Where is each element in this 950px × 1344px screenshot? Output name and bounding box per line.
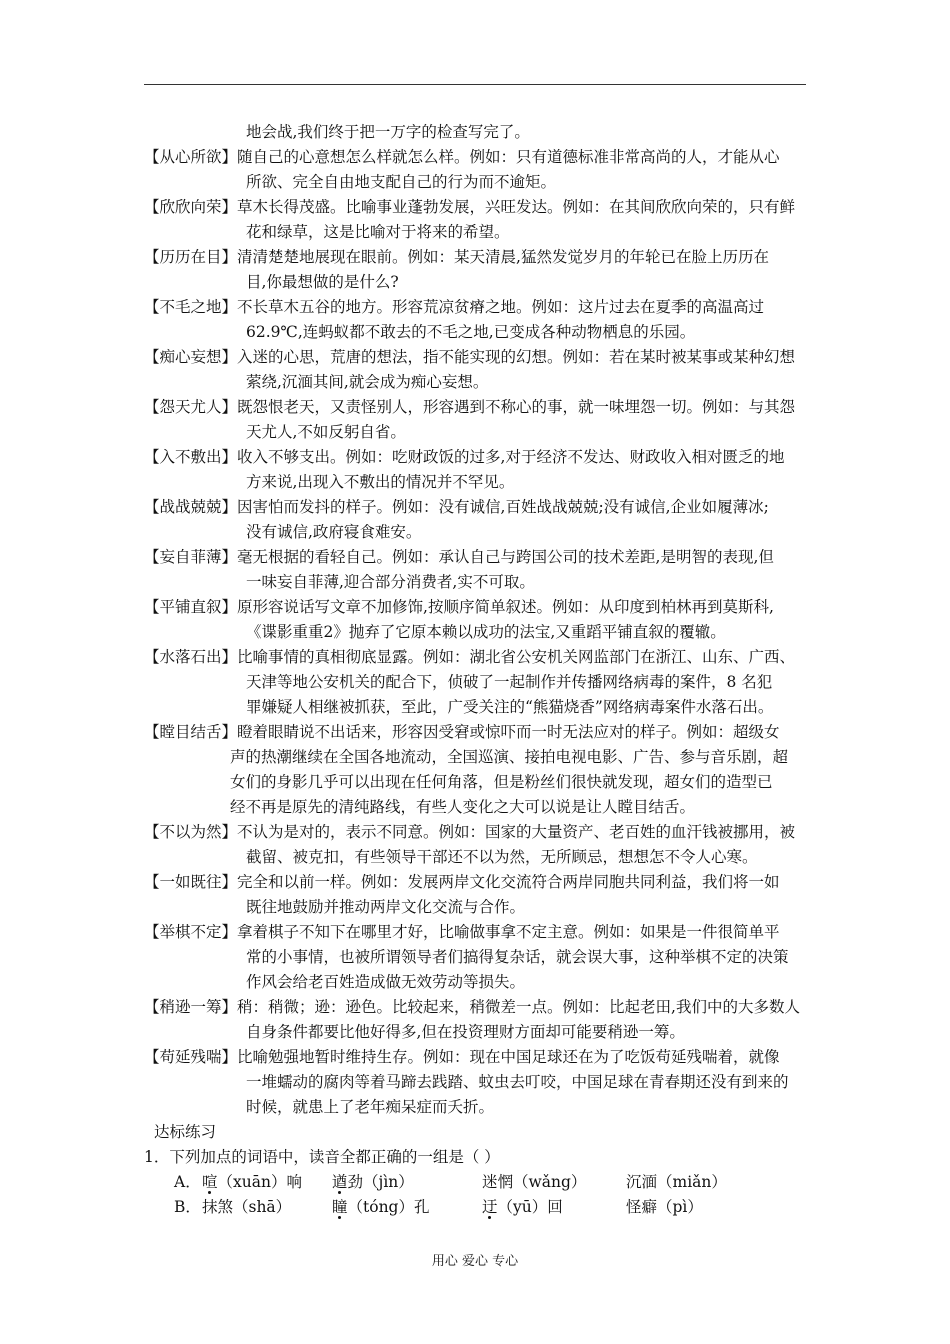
idiom-continuation-line: 目,你最想做的是什么? bbox=[246, 273, 399, 291]
option-word bbox=[202, 1195, 291, 1220]
option-word-text: 沉湎（miǎn） bbox=[626, 1173, 727, 1191]
idiom-entry bbox=[144, 870, 820, 920]
idiom-definition: 毫无根据的看轻自己。例如：承认自己与跨国公司的技术差距,是明智的表现,但 bbox=[237, 548, 774, 566]
idiom-first-line bbox=[144, 870, 820, 895]
idiom-term: 【水落石出】 bbox=[144, 648, 238, 666]
option-word-text: （xuān）响 bbox=[217, 1173, 302, 1191]
idiom-first-line bbox=[144, 720, 820, 745]
idiom-term: 【战战兢兢】 bbox=[144, 498, 238, 516]
idiom-term: 【痴心妄想】 bbox=[144, 348, 238, 366]
idiom-first-line bbox=[144, 495, 820, 520]
idiom-definition: 原形容说话写文章不加修饰,按顺序简单叙述。例如：从印度到柏林再到莫斯科, bbox=[237, 598, 774, 616]
dotted-character: 遒 bbox=[332, 1173, 348, 1191]
option-word bbox=[482, 1170, 586, 1195]
idiom-continuation-line: 方来说,出现入不敷出的情况并不罕见。 bbox=[246, 473, 515, 491]
idiom-entry bbox=[144, 145, 820, 195]
idiom-first-line bbox=[144, 995, 820, 1020]
option-word bbox=[332, 1170, 414, 1195]
answer-options bbox=[144, 1170, 820, 1220]
idiom-entry bbox=[144, 645, 820, 720]
idiom-term: 【稍逊一筹】 bbox=[144, 998, 238, 1016]
idiom-continuation-line: 花和绿草，这是比喻对于将来的希望。 bbox=[246, 223, 510, 241]
idiom-entry bbox=[144, 995, 820, 1045]
idiom-continuation-line: 女们的身影几乎可以出现在任何角落，但是粉丝们很快就发现，超女们的造型已 bbox=[230, 773, 773, 791]
idiom-first-line bbox=[144, 1045, 820, 1070]
idiom-entry bbox=[144, 195, 820, 245]
section-title: 达标练习 bbox=[154, 1123, 217, 1141]
idiom-definition: 比喻事情的真相彻底显露。例如：湖北省公安机关网监部门在浙江、山东、广西、 bbox=[237, 648, 796, 666]
idiom-definition: 瞪着眼睛说不出话来，形容因受窘或惊吓而一时无法应对的样子。例如：超级女 bbox=[237, 723, 780, 741]
idiom-continuation-line: 《谍影重重2》抛弃了它原本赖以成功的法宝,又重蹈平铺直叙的覆辙。 bbox=[246, 623, 726, 641]
idiom-entry bbox=[144, 545, 820, 595]
idiom-continuation-line: 时候，就患上了老年痴呆症而夭折。 bbox=[246, 1098, 495, 1116]
option-label: A． bbox=[174, 1173, 201, 1191]
option-row bbox=[144, 1195, 820, 1220]
idiom-definition: 拿着棋子不知下在哪里才好，比喻做事拿不定主意。例如：如果是一件很简单平 bbox=[237, 923, 780, 941]
option-word bbox=[202, 1170, 302, 1195]
option-word-text: 迷惘（wǎng） bbox=[482, 1173, 587, 1191]
idiom-first-line bbox=[144, 920, 820, 945]
idiom-definition: 清清楚楚地展现在眼前。例如：某天清晨,猛然发觉岁月的年轮已在脸上历历在 bbox=[237, 248, 769, 266]
idiom-continuation-line: 常的小事情，也被所谓领导者们搞得复杂话，就会误大事，这种举棋不定的决策 bbox=[246, 948, 789, 966]
option-word-text: 劲（jìn） bbox=[347, 1173, 414, 1191]
idiom-term: 【入不敷出】 bbox=[144, 448, 238, 466]
idiom-term: 【妄自菲薄】 bbox=[144, 548, 238, 566]
idiom-continuation-line: 一堆蠕动的腐肉等着马蹄去践踏、蚊虫去叮咬，中国足球在青春期还没有到来的 bbox=[246, 1073, 789, 1091]
idiom-continuation-line: 所欲、完全自由地支配自己的行为而不逾矩。 bbox=[246, 173, 557, 191]
idiom-entry bbox=[144, 920, 820, 995]
idiom-first-line bbox=[144, 595, 820, 620]
idiom-definition: 不长草木五谷的地方。形容荒凉贫瘠之地。例如：这片过去在夏季的高温高过 bbox=[237, 298, 765, 316]
idiom-entry bbox=[144, 820, 820, 870]
idiom-term: 【欣欣向荣】 bbox=[144, 198, 238, 216]
idiom-first-line bbox=[144, 145, 820, 170]
dotted-character: 迂 bbox=[482, 1198, 498, 1216]
idiom-entry bbox=[144, 395, 820, 445]
idiom-continuation-line: 经不再是原先的清纯路线，有些人变化之大可以说是让人瞠目结舌。 bbox=[230, 798, 696, 816]
idiom-definition: 既怨恨老天，又责怪别人，形容遇到不称心的事，就一味埋怨一切。例如：与其怨 bbox=[237, 398, 796, 416]
dotted-character: 喧 bbox=[202, 1173, 218, 1191]
idiom-continuation-line: 声的热潮继续在全国各地流动，全国巡演、接拍电视电影、广告、参与音乐剧，超 bbox=[230, 748, 789, 766]
option-word bbox=[332, 1195, 429, 1220]
idiom-continuation-line: 作风会给老百姓造成做无效劳动等损失。 bbox=[246, 973, 526, 991]
idiom-entry bbox=[144, 495, 820, 545]
dotted-character: 瞳 bbox=[332, 1198, 348, 1216]
idiom-continuation-line: 天尤人,不如反躬自省。 bbox=[246, 423, 406, 441]
idiom-definition: 收入不够支出。例如：吃财政饭的过多,对于经济不发达、财政收入相对匮乏的地 bbox=[237, 448, 785, 466]
idiom-entry bbox=[144, 295, 820, 345]
intro-line: 地会战,我们终于把一万字的检查写完了。 bbox=[246, 123, 530, 141]
idiom-continuation-line: 萦绕,沉湎其间,就会成为痴心妄想。 bbox=[246, 373, 489, 391]
idiom-continuation-line: 天津等地公安机关的配合下，侦破了一起制作并传播网络病毒的案件，8 名犯 bbox=[246, 673, 773, 691]
idiom-definition: 入迷的心思，荒唐的想法，指不能实现的幻想。例如：若在某时被某事或某种幻想 bbox=[237, 348, 796, 366]
idiom-definition: 比喻勉强地暂时维持生存。例如：现在中国足球还在为了吃饭苟延残喘着，就像 bbox=[237, 1048, 780, 1066]
option-word-text: 怪癖（pì） bbox=[626, 1198, 703, 1216]
idiom-continuation-line: 没有诚信,政府寝食难安。 bbox=[246, 523, 422, 541]
idiom-continuation-line: 截留、被克扣，有些领导干部还不以为然，无所顾忌，想想怎不令人心寒。 bbox=[246, 848, 758, 866]
option-row bbox=[144, 1170, 820, 1195]
idiom-term: 【一如既往】 bbox=[144, 873, 238, 891]
idiom-first-line bbox=[144, 295, 820, 320]
idiom-continuation-line: 罪嫌疑人相继被抓获，至此，广受关注的“熊猫烧香”网络病毒案件水落石出。 bbox=[246, 698, 774, 716]
idiom-term: 【瞠目结舌】 bbox=[144, 723, 238, 741]
idiom-definition: 随自己的心意想怎么样就怎么样。例如：只有道德标准非常高尚的人，才能从心 bbox=[237, 148, 780, 166]
idiom-first-line bbox=[144, 195, 820, 220]
idiom-term: 【不毛之地】 bbox=[144, 298, 238, 316]
idiom-definition: 稍：稍微；逊：逊色。比较起来，稍微差一点。例如：比起老田,我们中的大多数人 bbox=[237, 998, 800, 1016]
option-label: B． bbox=[174, 1198, 201, 1216]
option-word-text: （yū）回 bbox=[497, 1198, 563, 1216]
idiom-continuation-line: 一味妄自菲薄,迎合部分消费者,实不可取。 bbox=[246, 573, 535, 591]
idiom-definition: 草木长得茂盛。比喻事业蓬勃发展，兴旺发达。例如：在其间欣欣向荣的，只有鲜 bbox=[237, 198, 796, 216]
idiom-definition: 因害怕而发抖的样子。例如：没有诚信,百姓战战兢兢;没有诚信,企业如履薄冰; bbox=[237, 498, 769, 516]
option-word-text: （tóng）孔 bbox=[347, 1198, 430, 1216]
idiom-first-line bbox=[144, 245, 820, 270]
idiom-term: 【怨天尤人】 bbox=[144, 398, 238, 416]
question-1: 1．下列加点的词语中，读音全都正确的一组是（ ） bbox=[144, 1148, 500, 1166]
header-rule bbox=[144, 84, 806, 85]
idiom-term: 【平铺直叙】 bbox=[144, 598, 238, 616]
idiom-term: 【从心所欲】 bbox=[144, 148, 238, 166]
idiom-continuation-line: 既往地鼓励并推动两岸文化交流与合作。 bbox=[246, 898, 526, 916]
idiom-entry bbox=[144, 445, 820, 495]
idiom-first-line bbox=[144, 345, 820, 370]
idiom-term: 【举棋不定】 bbox=[144, 923, 238, 941]
option-word bbox=[482, 1195, 563, 1220]
idiom-first-line bbox=[144, 545, 820, 570]
idiom-term: 【历历在目】 bbox=[144, 248, 238, 266]
idiom-entry bbox=[144, 1045, 820, 1120]
idiom-definition: 完全和以前一样。例如：发展两岸文化交流符合两岸同胞共同利益，我们将一如 bbox=[237, 873, 780, 891]
idiom-term: 【不以为然】 bbox=[144, 823, 238, 841]
page-footer: 用心 爱心 专心 bbox=[431, 1254, 519, 1269]
idiom-term: 【苟延残喘】 bbox=[144, 1048, 238, 1066]
option-word bbox=[626, 1195, 703, 1220]
idiom-entry bbox=[144, 595, 820, 645]
idiom-entry bbox=[144, 345, 820, 395]
idiom-continuation-line: 62.9℃,连蚂蚁都不敢去的不毛之地,已变成各种动物栖息的乐园。 bbox=[246, 323, 696, 341]
idiom-first-line bbox=[144, 820, 820, 845]
idiom-list bbox=[144, 145, 820, 1120]
option-word-text: 抹煞（shā） bbox=[202, 1198, 292, 1216]
idiom-entry bbox=[144, 245, 820, 295]
idiom-first-line bbox=[144, 645, 820, 670]
idiom-first-line bbox=[144, 395, 820, 420]
idiom-first-line bbox=[144, 445, 820, 470]
document-body bbox=[144, 120, 820, 1220]
idiom-definition: 不认为是对的，表示不同意。例如：国家的大量资产、老百姓的血汗钱被挪用，被 bbox=[237, 823, 796, 841]
idiom-continuation-line: 自身条件都要比他好得多,但在投资理财方面却可能要稍逊一筹。 bbox=[246, 1023, 685, 1041]
idiom-entry bbox=[144, 720, 820, 820]
option-word bbox=[626, 1170, 727, 1195]
